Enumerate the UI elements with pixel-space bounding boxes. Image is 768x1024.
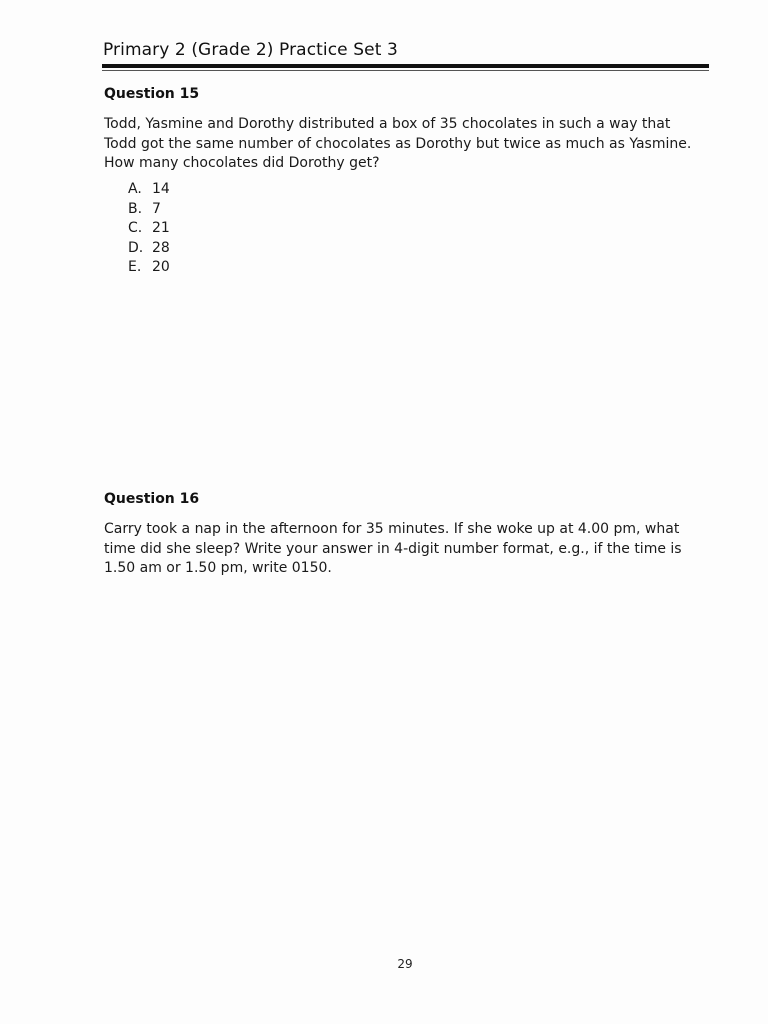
question-15-text-line: Todd got the same number of chocolates as Dorothy but twice as much as Yasmine. xyxy=(104,135,692,152)
option-letter: D. xyxy=(128,239,144,256)
page-number: 29 xyxy=(397,957,413,971)
option-value: 14 xyxy=(152,181,170,197)
header-rule-thin xyxy=(102,70,709,71)
option-c xyxy=(128,219,170,239)
option-b xyxy=(128,200,170,220)
question-15-heading: Question 15 xyxy=(104,86,200,102)
question-15-text xyxy=(104,115,714,174)
option-value: 21 xyxy=(152,220,170,236)
question-15-text-line: Todd, Yasmine and Dorothy distributed a box of 35 chocolates in such a way that xyxy=(104,116,671,132)
option-value: 20 xyxy=(152,259,170,275)
option-letter: C. xyxy=(128,220,143,236)
question-16-text-line: 1.50 am or 1.50 pm, write 0150. xyxy=(104,560,332,576)
question-16-text-line: Carry took a nap in the afternoon for 35 minutes. If she woke up at 4.00 pm, what xyxy=(104,521,680,537)
question-16-text-line: time did she sleep? Write your answer in 4-digit number format, e.g., if the time is xyxy=(104,540,682,557)
option-a xyxy=(128,180,170,200)
option-value: 28 xyxy=(152,239,170,256)
question-16-heading: Question 16 xyxy=(104,491,200,507)
option-d xyxy=(128,239,170,259)
option-letter: B. xyxy=(128,200,143,217)
option-value: 7 xyxy=(152,200,161,217)
question-16-text xyxy=(104,520,714,579)
page-header-title: Primary 2 (Grade 2) Practice Set 3 xyxy=(103,40,398,60)
header-rule-thick xyxy=(102,64,709,68)
option-letter: E. xyxy=(128,259,142,275)
question-15-text-line: How many chocolates did Dorothy get? xyxy=(104,155,380,171)
option-letter: A. xyxy=(128,181,142,197)
option-e xyxy=(128,258,170,278)
question-15-options xyxy=(128,180,170,278)
